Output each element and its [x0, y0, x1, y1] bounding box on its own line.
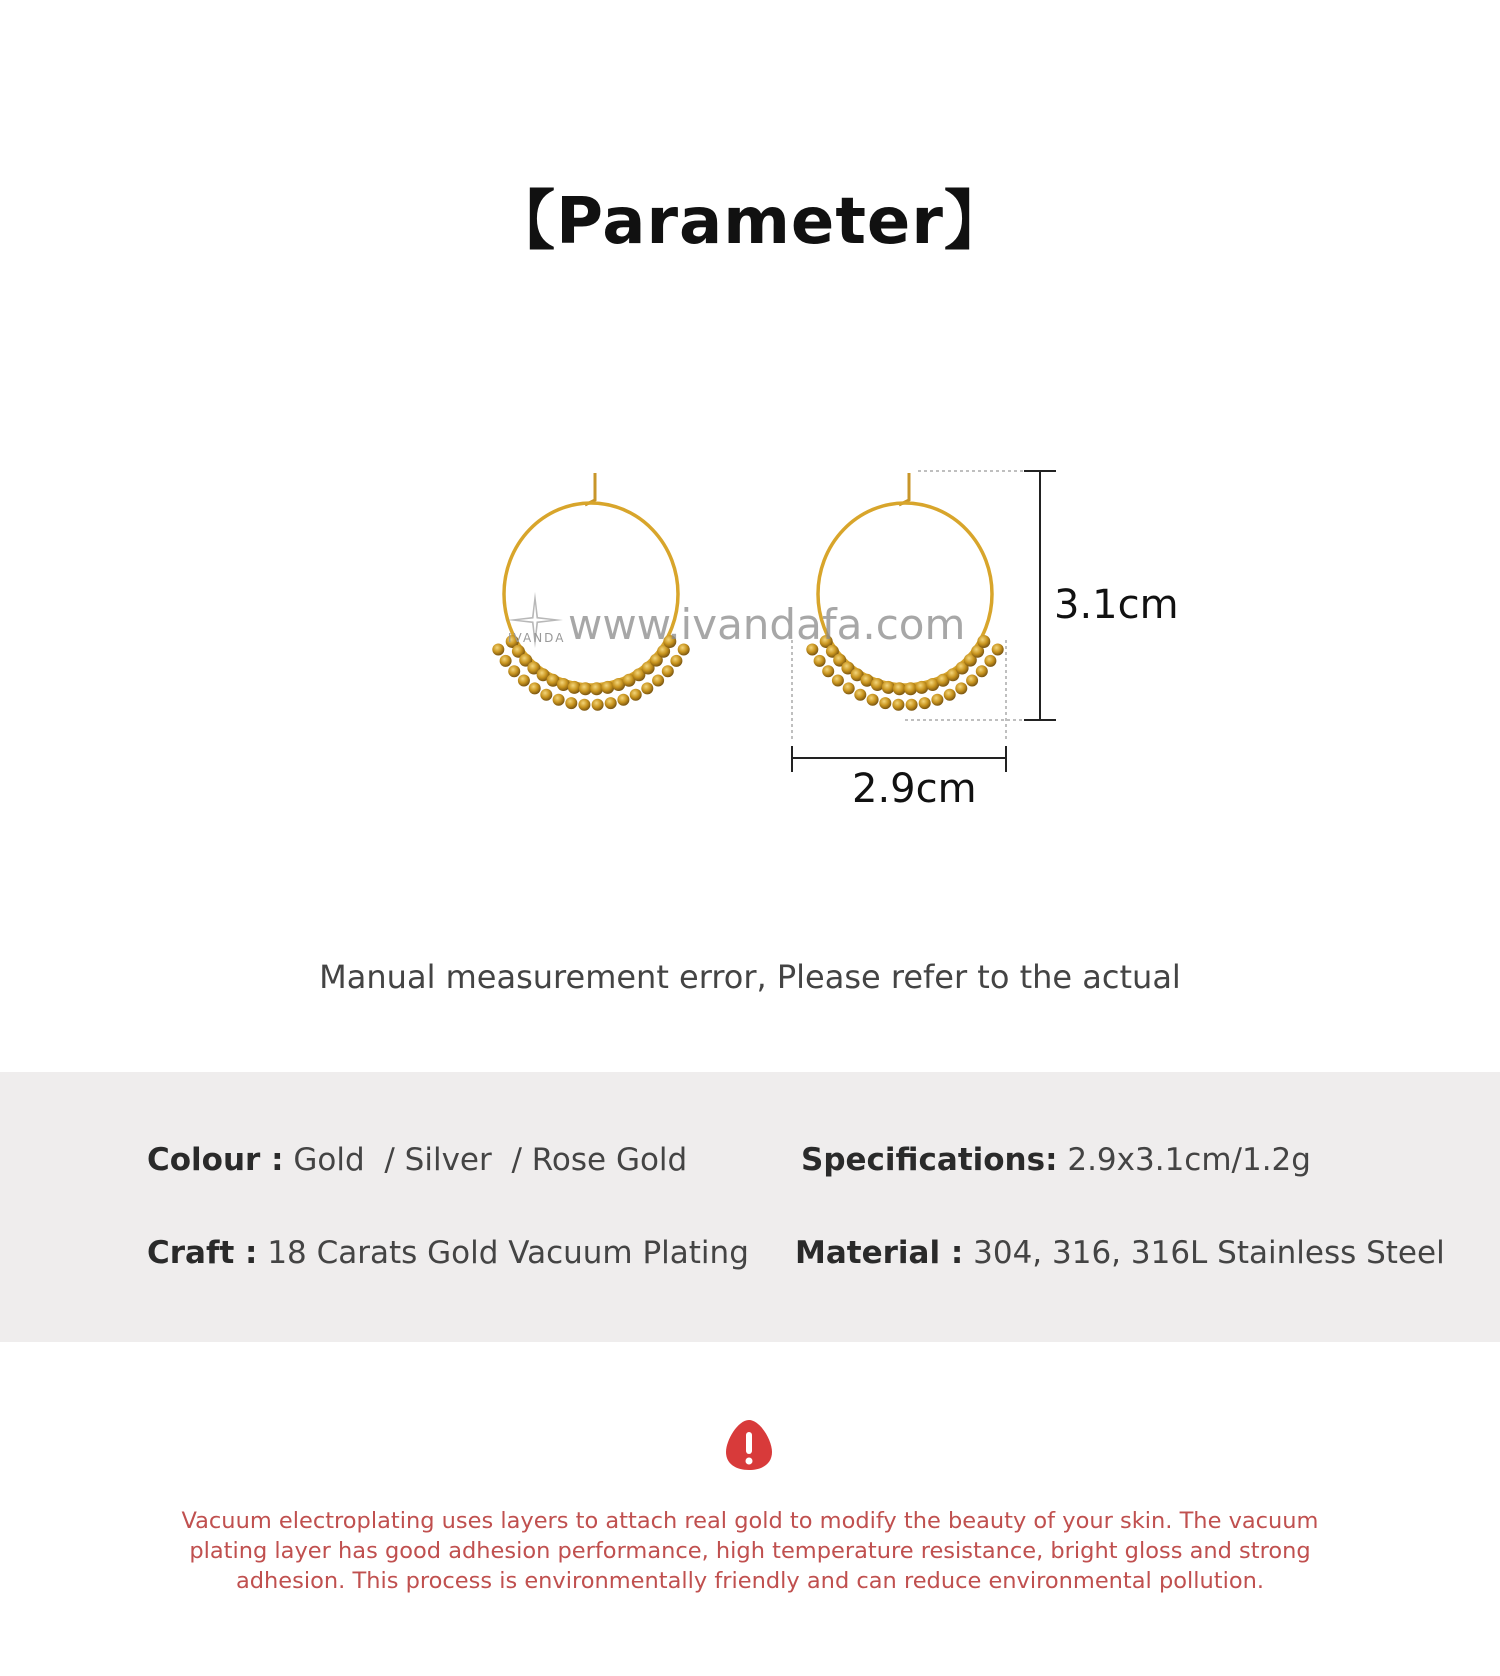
bead — [906, 699, 918, 711]
bead — [814, 655, 826, 667]
bead — [508, 665, 520, 677]
bead — [832, 675, 844, 687]
watermark-url: www.ivandafa.com — [568, 600, 966, 649]
width-label: 2.9cm — [852, 766, 977, 812]
bead — [944, 689, 956, 701]
plating-info-text: Vacuum electroplating uses layers to attach real gold to modify the beauty of your skin. The vacuum plating layer has good adhesion performance, high temperature resistance, bright gloss and strong adhesion. This process is environmentally friendly and can reduce environmental pollution. — [181, 1508, 1319, 1594]
spec-specifications — [801, 1142, 1311, 1178]
spec-material-value: 304, 316, 316L Stainless Steel — [973, 1235, 1445, 1271]
bead — [565, 697, 577, 709]
bead — [867, 694, 879, 706]
bead — [670, 655, 682, 667]
spec-colour-value: Gold / Silver / Rose Gold — [293, 1142, 688, 1178]
page-title: 【Parameter】 — [491, 185, 1009, 259]
bead — [919, 697, 931, 709]
spec-specifications-key: Specifications: — [801, 1142, 1058, 1178]
bead — [641, 682, 653, 694]
spec-specifications-value: 2.9x3.1cm/1.2g — [1067, 1142, 1311, 1178]
bead — [879, 697, 891, 709]
bead — [617, 694, 629, 706]
bead — [601, 681, 614, 694]
bead — [904, 682, 917, 695]
bead — [931, 694, 943, 706]
warning-icon — [724, 1418, 774, 1472]
bead — [871, 678, 884, 691]
bead — [579, 682, 592, 695]
specs-panel — [0, 1072, 1500, 1342]
bead — [976, 665, 988, 677]
bead — [630, 689, 642, 701]
bead — [854, 689, 866, 701]
bead — [966, 675, 978, 687]
bead — [590, 682, 603, 695]
spec-colour — [147, 1142, 687, 1178]
bead — [843, 682, 855, 694]
bead — [592, 699, 604, 711]
bead — [977, 635, 990, 648]
height-label: 3.1cm — [1054, 582, 1179, 628]
earring-right — [806, 473, 1003, 711]
bead — [529, 682, 541, 694]
measurement-note: Manual measurement error, Please refer to the actual — [319, 958, 1181, 996]
bead — [578, 699, 590, 711]
spec-material-key: Material : — [795, 1235, 964, 1271]
bead — [568, 681, 581, 694]
bead — [893, 682, 906, 695]
bead — [557, 678, 570, 691]
bead — [553, 694, 565, 706]
spec-colour-key: Colour : — [147, 1142, 284, 1178]
bead — [882, 681, 895, 694]
spec-craft-key: Craft : — [147, 1235, 258, 1271]
bead — [955, 682, 967, 694]
watermark-logo-text: IVANDA — [508, 631, 566, 645]
bead — [605, 697, 617, 709]
spec-material — [795, 1235, 1445, 1271]
bead — [984, 655, 996, 667]
bead — [500, 655, 512, 667]
bead — [518, 675, 530, 687]
bead — [652, 675, 664, 687]
bead — [892, 699, 904, 711]
bead — [492, 644, 504, 656]
bead — [822, 665, 834, 677]
bead — [992, 644, 1004, 656]
spec-craft-value: 18 Carats Gold Vacuum Plating — [267, 1235, 749, 1271]
bead — [662, 665, 674, 677]
spec-craft — [147, 1235, 749, 1271]
bead — [915, 681, 928, 694]
bead — [540, 689, 552, 701]
